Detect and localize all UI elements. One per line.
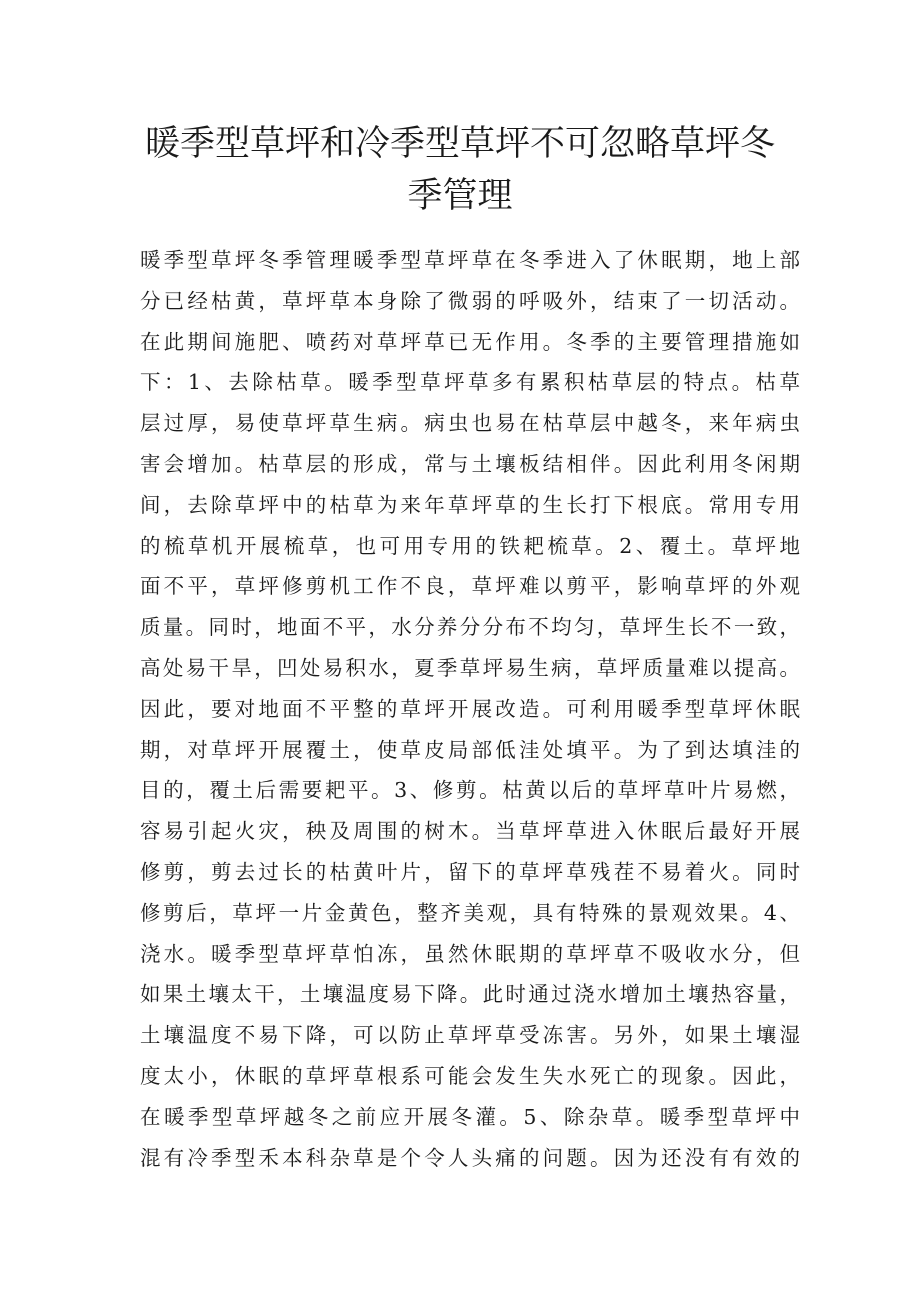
body-line: 分已经枯黄，草坪草本身除了微弱的呼吸外，结束了一切活动。 [140, 288, 800, 313]
body-line: 在暖季型草坪越冬之前应开展冬灌。5、除杂草。暖季型草坪中 [140, 1104, 800, 1129]
body-line: 期，对草坪开展覆土，使草皮局部低洼处填平。为了到达填洼的 [140, 737, 800, 762]
body-line: 下：1、去除枯草。暖季型草坪草多有累积枯草层的特点。枯草 [140, 370, 800, 395]
body-line: 害会增加。枯草层的形成，常与土壤板结相伴。因此利用冬闲期 [140, 451, 800, 476]
body-line: 土壤温度不易下降，可以防止草坪草受冻害。另外，如果土壤湿 [140, 1023, 800, 1048]
body-line: 浇水。暖季型草坪草怕冻，虽然休眠期的草坪草不吸收水分，但 [140, 941, 800, 966]
document-title [120, 118, 800, 222]
body-line: 面不平，草坪修剪机工作不良，草坪难以剪平，影响草坪的外观 [140, 574, 800, 599]
body-line: 暖季型草坪冬季管理暖季型草坪草在冬季进入了休眠期，地上部 [140, 248, 800, 272]
body-line: 高处易干旱，凹处易积水，夏季草坪易生病，草坪质量难以提高。 [140, 655, 800, 680]
body-line: 的梳草机开展梳草，也可用专用的铁耙梳草。2、覆土。草坪地 [140, 533, 800, 558]
title-line-1: 暖季型草坪和冷季型草坪不可忽略草坪冬 [144, 124, 775, 164]
title-line-2: 季管理 [407, 176, 513, 216]
body-line: 修剪，剪去过长的枯黄叶片，留下的草坪草残茬不易着火。同时 [140, 859, 800, 884]
body-line: 层过厚，易使草坪草生病。病虫也易在枯草层中越冬，来年病虫 [140, 411, 800, 436]
body-line: 如果土壤太干，土壤温度易下降。此时通过浇水增加土壤热容量， [140, 982, 800, 1007]
body-line: 度太小，休眠的草坪草根系可能会发生失水死亡的现象。因此， [140, 1063, 800, 1088]
body-line: 修剪后，草坪一片金黄色，整齐美观，具有特殊的景观效果。4、 [140, 900, 800, 925]
body-text [140, 240, 800, 1280]
body-line: 混有冷季型禾本科杂草是个令人头痛的问题。因为还没有有效的 [140, 1145, 800, 1170]
body-line: 质量。同时，地面不平，水分养分分布不均匀，草坪生长不一致， [140, 615, 800, 640]
body-line: 因此，要对地面不平整的草坪开展改造。可利用暖季型草坪休眠 [140, 696, 800, 721]
body-line: 间，去除草坪中的枯草为来年草坪草的生长打下根底。常用专用 [140, 492, 800, 517]
body-line: 在此期间施肥、喷药对草坪草已无作用。冬季的主要管理措施如 [140, 329, 800, 354]
body-line: 目的，覆土后需要耙平。3、修剪。枯黄以后的草坪草叶片易燃， [140, 778, 800, 803]
body-line: 容易引起火灾，秧及周围的树木。当草坪草进入休眠后最好开展 [140, 819, 800, 844]
